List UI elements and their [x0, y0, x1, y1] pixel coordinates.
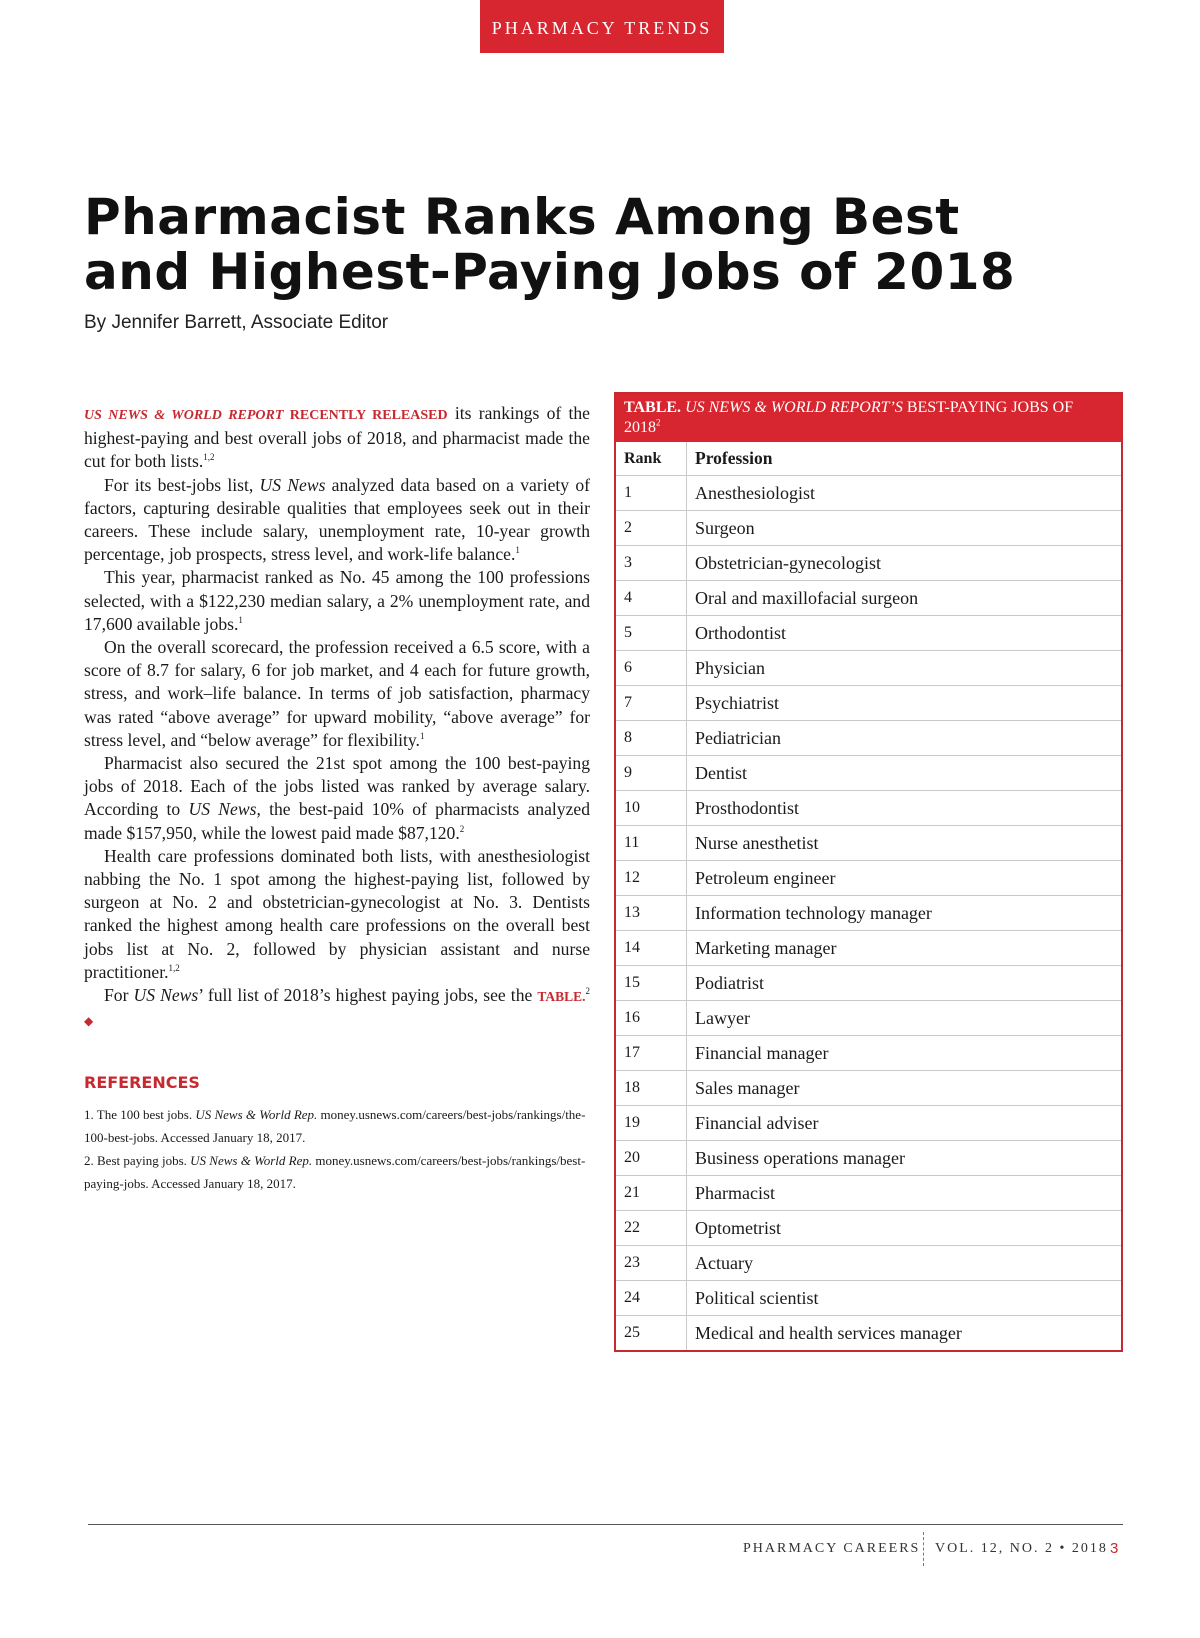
footer-issue: VOL. 12, NO. 2 • 2018 — [935, 1541, 1108, 1556]
reference-1-url: money.usnews.com/careers/best-jobs/rankings/the-100-best-jobs. Accessed January 18, 2017. — [84, 1106, 586, 1145]
table-header-row — [616, 442, 1121, 476]
section-tag: PHARMACY TRENDS — [480, 0, 724, 53]
reference-1-source: US News & World Rep. — [195, 1106, 318, 1122]
lead-in — [84, 408, 448, 423]
table-caption-label: TABLE. — [624, 399, 682, 416]
rank-cell: 15 — [616, 966, 687, 1001]
table-body — [616, 476, 1121, 1351]
byline: By Jennifer Barrett, Associate Editor — [84, 312, 389, 333]
rank-cell: 16 — [616, 1001, 687, 1036]
rank-cell: 4 — [616, 581, 687, 616]
table-row — [616, 581, 1121, 616]
paragraph-3-text: This year, pharmacist ranked as No. 45 among the 100 professions selected, with a $122,230 median salary, a 2% unemployment rate, and 17,600 available jobs. — [84, 567, 590, 634]
profession-cell: Surgeon — [687, 511, 1122, 546]
table-row — [616, 1106, 1121, 1141]
profession-cell: Orthodontist — [687, 616, 1122, 651]
publication-name: US News — [259, 474, 326, 495]
publication-name: US News — [133, 985, 199, 1006]
rank-cell: 25 — [616, 1316, 687, 1351]
rank-cell: 7 — [616, 686, 687, 721]
rank-cell: 13 — [616, 896, 687, 931]
table-row — [616, 861, 1121, 896]
title-line-1: Pharmacist Ranks Among Best — [84, 188, 960, 246]
profession-cell: Information technology manager — [687, 896, 1122, 931]
profession-cell: Prosthodontist — [687, 791, 1122, 826]
profession-cell: Nurse anesthetist — [687, 826, 1122, 861]
paragraph-1-text: its rankings of the highest-paying and best overall jobs of 2018, and pharmacist made the cut for both lists. — [84, 403, 590, 472]
paragraph-4-text: On the overall scorecard, the profession received a 6.5 score, with a score of 8.7 for salary, 6 for job market, and 4 each for future growth, stress, and work–life balance. In terms of job satisfaction, pharmacy was rated “above average” for upward mobility, “above average” for stress level, and “below average” for flexibility. — [84, 637, 590, 750]
footer-publication: PHARMACY CAREERS — [743, 1541, 921, 1556]
paragraph-2-text-a: For its best-jobs list, — [104, 474, 260, 495]
table-row — [616, 546, 1121, 581]
profession-cell: Obstetrician-gynecologist — [687, 546, 1122, 581]
profession-cell: Oral and maxillofacial surgeon — [687, 581, 1122, 616]
profession-cell: Physician — [687, 651, 1122, 686]
table-row — [616, 826, 1121, 861]
rank-cell: 12 — [616, 861, 687, 896]
table-row — [616, 931, 1121, 966]
rank-cell: 18 — [616, 1071, 687, 1106]
rank-cell: 17 — [616, 1036, 687, 1071]
rankings-table — [616, 442, 1121, 1350]
reference-2-source: US News & World Rep. — [190, 1152, 313, 1168]
table-row — [616, 686, 1121, 721]
reference-2-title: 2. Best paying jobs. — [84, 1152, 191, 1168]
table-row — [616, 511, 1121, 546]
rank-cell: 23 — [616, 1246, 687, 1281]
profession-cell: Psychiatrist — [687, 686, 1122, 721]
lead-in-publication: US NEWS & WORLD REPORT — [84, 408, 284, 423]
paragraph-7 — [84, 984, 590, 1033]
paragraph-1 — [84, 402, 590, 474]
table-row — [616, 1211, 1121, 1246]
profession-cell: Petroleum engineer — [687, 861, 1122, 896]
rank-cell: 24 — [616, 1281, 687, 1316]
profession-cell: Lawyer — [687, 1001, 1122, 1036]
profession-cell: Sales manager — [687, 1071, 1122, 1106]
rank-cell: 2 — [616, 511, 687, 546]
citation: 2 — [459, 823, 465, 834]
table-row — [616, 616, 1121, 651]
paragraph-6-text: Health care professions dominated both lists, with anesthesiologist nabbing the No. 1 spot among the highest-paying list, followed by surgeon at No. 2 and obstetrician-gynecologist at No. 3. Dentists ranked the highest among health care professions on the overall best jobs list at No. 2, followed by physician assistant and nurse practitioner. — [84, 845, 590, 982]
table-caption — [616, 394, 1121, 442]
rank-cell: 11 — [616, 826, 687, 861]
rank-cell: 20 — [616, 1141, 687, 1176]
article-title — [84, 190, 1114, 300]
title-line-2: and Highest-Paying Jobs of 2018 — [84, 243, 1016, 301]
profession-cell: Pharmacist — [687, 1176, 1122, 1211]
table-row — [616, 721, 1121, 756]
profession-cell: Podiatrist — [687, 966, 1122, 1001]
profession-cell: Marketing manager — [687, 931, 1122, 966]
citation: 1 — [238, 614, 243, 625]
rank-cell: 8 — [616, 721, 687, 756]
footer-rule — [88, 1524, 1123, 1525]
references-heading: REFERENCES — [84, 1073, 200, 1093]
rank-cell: 21 — [616, 1176, 687, 1211]
table-row — [616, 1246, 1121, 1281]
profession-cell: Actuary — [687, 1246, 1122, 1281]
table-row — [616, 476, 1121, 511]
profession-cell: Medical and health services manager — [695, 1322, 962, 1343]
table-caption-text: BEST-PAYING JOBS OF 2018 — [624, 399, 1074, 436]
table-caption-publication: US NEWS & WORLD REPORT’S — [685, 399, 903, 416]
paragraph-5-text-b: , the best-paid 10% of pharmacists analyzed made $157,950, while the lowest paid made $87,120. — [84, 799, 590, 843]
citation: 1,2 — [203, 452, 215, 463]
profession-cell: Political scientist — [687, 1281, 1122, 1316]
citation: 1 — [515, 545, 520, 556]
table-row — [616, 1071, 1121, 1106]
table-reference-link[interactable]: TABLE. — [537, 989, 586, 1005]
paragraph-4 — [84, 636, 590, 752]
reference-item — [84, 1103, 590, 1149]
citation: 1,2 — [168, 963, 180, 974]
profession-cell: Business operations manager — [687, 1141, 1122, 1176]
paragraph-2 — [84, 474, 590, 567]
rank-cell: 9 — [616, 756, 687, 791]
profession-cell: Pediatrician — [687, 721, 1122, 756]
table-row — [616, 791, 1121, 826]
table-row — [616, 966, 1121, 1001]
rank-cell: 19 — [616, 1106, 687, 1141]
end-of-article-diamond-icon: ◆ — [84, 1014, 94, 1029]
page-number: 3 — [1110, 1540, 1119, 1557]
paragraph-6 — [84, 845, 590, 984]
table-row — [616, 1176, 1121, 1211]
paragraph-2-text-b: analyzed data based on a variety of factors, capturing desirable qualities that employees seek out in their careers. These include salary, unemployment rate, 10-year growth percentage, job prospects, stress level, and work-life balance. — [84, 474, 590, 565]
best-paying-jobs-table — [614, 392, 1123, 1352]
citation: 2 — [656, 417, 661, 428]
profession-cell: Dentist — [687, 756, 1122, 791]
rank-cell: 1 — [616, 476, 687, 511]
paragraph-5 — [84, 752, 590, 845]
table-row — [616, 896, 1121, 931]
profession-cell: Optometrist — [687, 1211, 1122, 1246]
reference-1-title: 1. The 100 best jobs. — [84, 1106, 196, 1122]
reference-item — [84, 1149, 590, 1195]
rank-cell: 5 — [616, 616, 687, 651]
rank-cell: 10 — [616, 791, 687, 826]
citation: 2 — [585, 986, 591, 997]
article-body — [84, 402, 590, 1195]
table-row — [616, 1141, 1121, 1176]
table-row — [616, 1001, 1121, 1036]
profession-cell: Financial adviser — [687, 1106, 1122, 1141]
citation: 1 — [419, 730, 425, 741]
rank-cell: 22 — [616, 1211, 687, 1246]
table-row — [616, 1316, 1121, 1351]
column-header-profession: Profession — [687, 442, 1122, 476]
table-row — [616, 1281, 1121, 1316]
rank-cell: 3 — [616, 546, 687, 581]
footer-divider — [923, 1532, 925, 1566]
paragraph-3 — [84, 566, 590, 636]
profession-cell: Anesthesiologist — [687, 476, 1122, 511]
column-header-rank: Rank — [616, 442, 687, 476]
paragraph-7-text-a: For — [104, 985, 134, 1006]
reference-2-url: money.usnews.com/careers/best-jobs/rankings/best-paying-jobs. Accessed January 18, 2017. — [84, 1152, 586, 1191]
profession-cell: Financial manager — [687, 1036, 1122, 1071]
rank-cell: 6 — [616, 651, 687, 686]
table-row — [616, 1036, 1121, 1071]
publication-name: US News — [188, 799, 257, 820]
paragraph-7-text-b: ’ full list of 2018’s highest paying jobs, see the — [198, 985, 538, 1006]
table-row — [616, 651, 1121, 686]
paragraph-5-text-a: Pharmacist also secured the 21st spot among the 100 best-paying jobs of 2018. Each of the jobs listed was ranked by average salary. According to — [84, 753, 590, 820]
lead-in-rest: RECENTLY RELEASED — [283, 408, 448, 423]
rank-cell: 14 — [616, 931, 687, 966]
table-row — [616, 756, 1121, 791]
